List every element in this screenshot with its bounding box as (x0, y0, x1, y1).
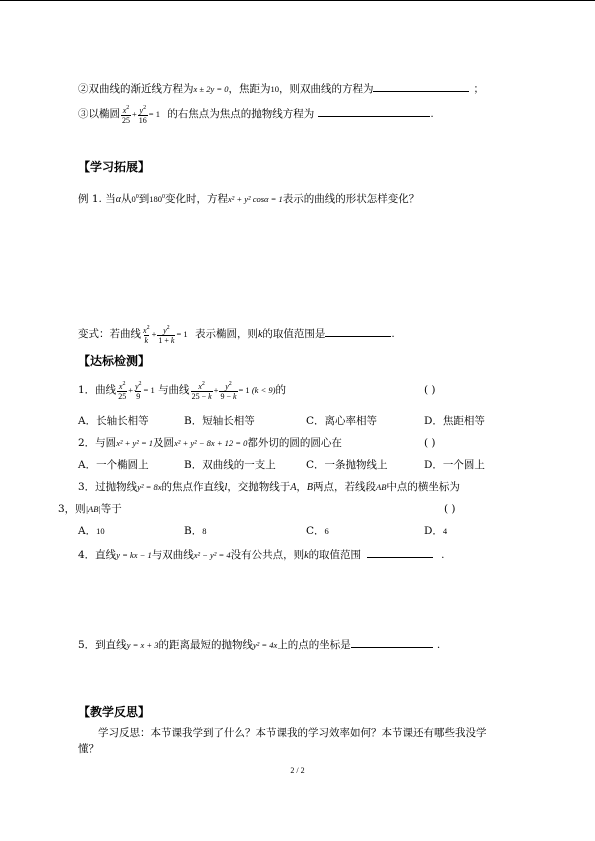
variant: 变式：若曲线 $\frac{x^2}{k}$ + $\frac{y^2}{1 + k}$ = 1 表示椭圆，则k的取值范围是 . (78, 324, 395, 345)
top-border (0, 0, 595, 1)
q1-condition: (k < 9) (251, 385, 276, 395)
q3-text-h: 等于 (100, 503, 122, 515)
question-1: 1．曲线 $\frac{x^2}{25}$ + $\frac{y^2}{9}$ = 1 与曲线 $\frac{x^2}{25 - k}$ + $\frac{y^2}{9 - k}$ = 1 (k < 9)的 ( ) (78, 374, 518, 406)
q3-option-a[interactable]: A．10 (78, 525, 105, 537)
question-3 (78, 480, 460, 495)
fraction-y2-9: $\frac{y^2}{9}$ (134, 380, 142, 401)
example-text-c: 到 (138, 193, 150, 205)
q3-point-a: A (290, 482, 297, 493)
section-heading-reflect: 【教学反思】 (78, 705, 151, 719)
q2-text-b: 及圆 (153, 437, 175, 449)
section-heading-extend: 【学习拓展】 (78, 160, 151, 174)
example-text: 例 1. 当 (78, 193, 116, 205)
example-text-d: 变化时，方程 (164, 193, 228, 205)
k-symbol: k (304, 550, 309, 561)
q4-text-d: 的取值范围 (308, 549, 362, 561)
item-2-text-b: ，焦距为 (228, 83, 271, 95)
variant-text-c: 的取值范围是 (262, 328, 326, 340)
fraction-x2-25: $\frac{x^2}{25}$ (122, 104, 130, 125)
item-2-text: ②双曲线的渐近线方程为 (78, 83, 194, 95)
q3-text-d: ， (296, 481, 307, 493)
q1-option-c[interactable]: C．离心率相等 (306, 415, 378, 427)
q1-text-b: 与曲线 (158, 384, 190, 396)
section-heading-check: 【达标检测】 (78, 354, 151, 368)
question-4 (78, 546, 444, 563)
example-text-e: 表示的曲线的形状怎样变化？ (282, 193, 420, 205)
question-2 (78, 436, 436, 450)
q2-text-c: 都外切的圆的圆心在 (247, 437, 342, 449)
variant-text-b: 表示椭圆，则 (194, 328, 258, 340)
q1-option-d[interactable]: D．焦距相等 (424, 415, 485, 427)
q2-circle-1: x² + y² = 1 (116, 438, 154, 448)
q3-text-c: ，交抛物线于 (227, 481, 291, 493)
q1-option-b[interactable]: B．短轴长相等 (184, 415, 255, 427)
example-1 (78, 190, 419, 207)
q2-option-c[interactable]: C．一条抛物线上 (306, 459, 388, 471)
alpha-symbol: α (115, 194, 121, 205)
q3-option-b[interactable]: B．8 (184, 525, 207, 537)
item-3-end: . (430, 108, 434, 120)
q4-end: . (441, 549, 445, 561)
item-3-text: ③以椭圆 (78, 108, 120, 120)
k-symbol: k (257, 329, 263, 340)
focal-distance: 10 (270, 84, 279, 94)
q4-line: y = kx − 1 (116, 550, 152, 560)
q3-answer-paren: ( ) (444, 503, 456, 515)
q5-line: y = x + 3 (126, 640, 159, 650)
q3-parabola: y² = 8x (137, 482, 162, 492)
q5-text-b: 的距离最短的抛物线 (158, 639, 253, 651)
q1-text-c: 的 (275, 384, 286, 396)
q4-text-c: 没有公共点，则 (230, 549, 305, 561)
q3-text: 3．过抛物线 (78, 481, 138, 493)
q4-text: 4．直线 (78, 549, 117, 561)
angle-180: $180^0$ (149, 194, 165, 204)
reflection-line-2: 懂？ (78, 743, 99, 755)
item-2 (78, 80, 484, 96)
fraction-x2-k: $\frac{x^2}{k}$ (143, 324, 150, 345)
fraction-y2-16: $\frac{y^2}{16}$ (138, 104, 147, 125)
variant-end: . (391, 328, 395, 340)
q2-answer-paren: ( ) (424, 437, 436, 449)
q1-answer-paren: ( ) (424, 384, 436, 396)
q3-point-b: B (306, 482, 314, 493)
q3-text-b: 的焦点作直线 (161, 481, 225, 493)
q3-line-l: l (224, 482, 228, 493)
item-2-text-c: ，则双曲线的方程为 (278, 83, 374, 95)
answer-blank[interactable] (367, 546, 433, 558)
q5-parabola: y² = 4x (252, 640, 278, 650)
answer-blank[interactable] (318, 105, 430, 117)
answer-blank[interactable] (373, 80, 469, 92)
item-3-text-b: 的右焦点为焦点的抛物线方程为 (167, 108, 315, 120)
example-equation: x² + y² cosα = 1 (227, 194, 283, 204)
q2-circle-2: x² + y² − 8x + 12 = 0 (174, 438, 248, 448)
q4-hyperbola: x² − y² = 4 (193, 550, 231, 560)
item-2-end: ； (473, 83, 484, 95)
q1-text: 1．曲线 (78, 384, 117, 396)
page-number: 2 / 2 (290, 766, 305, 775)
fraction-x2-25mk: $\frac{x^2}{25 - k}$ (191, 380, 212, 401)
q3-text-f: 中点的横坐标为 (386, 481, 460, 493)
asymptote-equation: x ± 2y = 0 (193, 84, 229, 94)
fraction-y2-9mk: $\frac{y^2}{9 - k}$ (220, 380, 237, 401)
answer-blank[interactable] (325, 325, 391, 337)
angle-0: $0^0$ (131, 194, 139, 204)
variant-text: 变式：若曲线 (78, 328, 141, 340)
q1-option-a[interactable]: A．长轴长相等 (78, 415, 149, 427)
q3-option-c[interactable]: C．6 (306, 525, 329, 537)
reflection-line-1: 学习反思：本节课我学到了什么？本节课我的学习效率如何？本节课还有哪些我没学 (98, 727, 487, 739)
q5-text-c: 上的点的坐标是 (277, 639, 351, 651)
fraction-y2-1pk: $\frac{y^2}{1 + k}$ (158, 324, 175, 345)
q3-text-g: 3，则 (58, 503, 86, 515)
fraction-x2-25: $\frac{x^2}{25}$ (118, 380, 127, 401)
q2-option-a[interactable]: A．一个椭圆上 (78, 459, 149, 471)
q4-text-b: 与双曲线 (151, 549, 194, 561)
q3-abs-ab: |AB| (85, 504, 101, 514)
q3-segment-ab: AB (376, 482, 387, 492)
q5-text: 5．到直线 (78, 639, 127, 651)
question-3-cont (58, 502, 456, 516)
item-3: ③以椭圆 $\frac{x^2}{25}$ + $\frac{y^2}{16}$ = 1 的右焦点为焦点的抛物线方程为 . (78, 104, 434, 125)
q3-option-d[interactable]: D．4 (424, 525, 448, 537)
question-5 (78, 636, 440, 652)
q2-option-b[interactable]: B．双曲线的一支上 (184, 459, 276, 471)
q2-option-d[interactable]: D．一个圆上 (424, 459, 485, 471)
example-text-b: 从 (120, 193, 132, 205)
q5-end: . (436, 639, 441, 651)
q2-text: 2．与圆 (78, 437, 117, 449)
answer-blank[interactable] (351, 636, 433, 648)
q3-text-e: 两点，若线段 (313, 481, 377, 493)
